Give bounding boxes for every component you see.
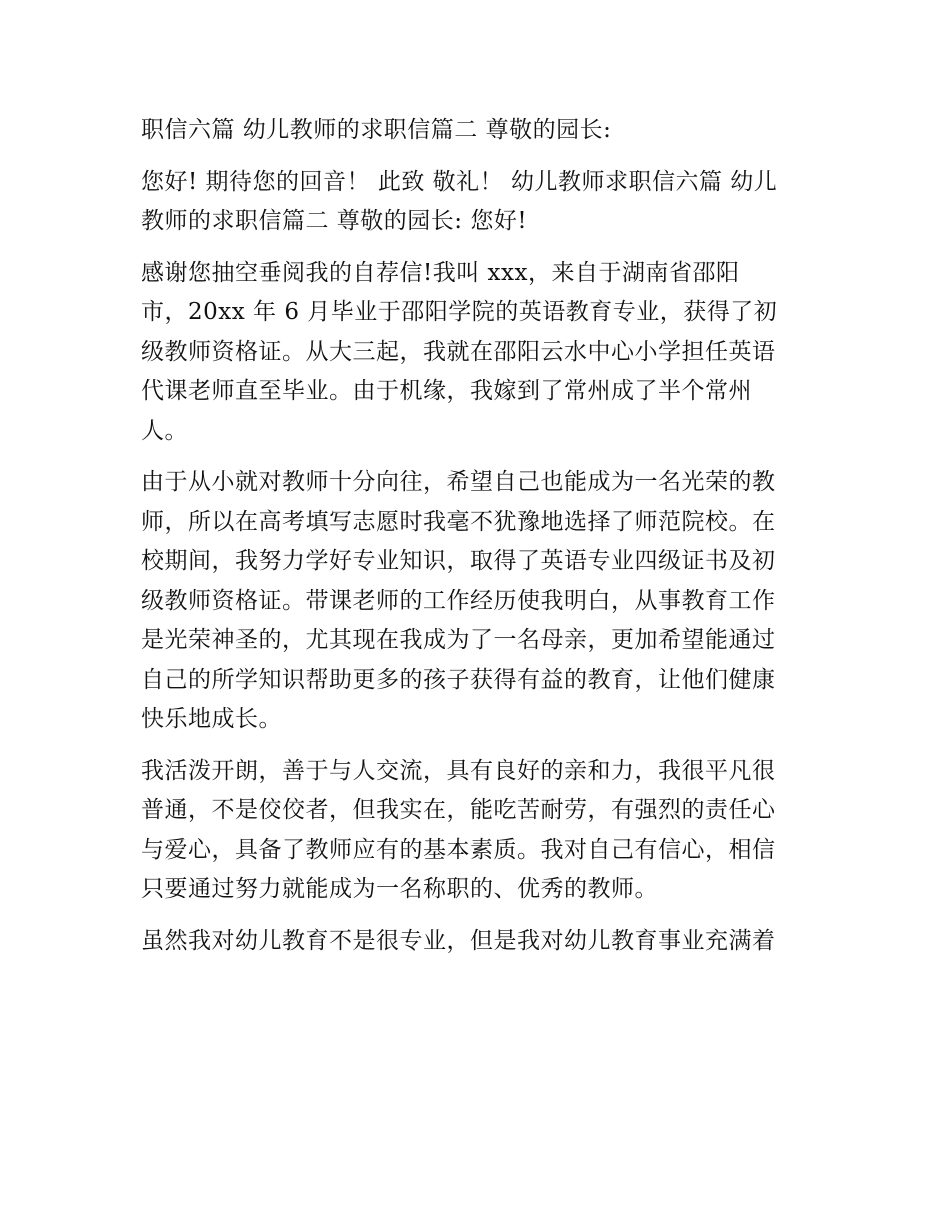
text-line: 与爱心，具备了教师应有的基本素质。我对自己有信心，相信 bbox=[141, 836, 776, 863]
text-line: 感谢您抽空垂阅我的自荐信!我叫 xxx，来自于湖南省邵阳 bbox=[141, 259, 740, 286]
paragraph bbox=[141, 254, 813, 452]
text-line: 是光荣神圣的，尤其现在我成为了一名母亲，更加希望能通过 bbox=[141, 627, 776, 653]
paragraph bbox=[141, 463, 813, 740]
text-line: 级教师资格证。带课老师的工作经历使我明白，从事教育工作 bbox=[141, 587, 776, 614]
text-line: 只要通过努力就能成为一名称职的、优秀的教师。 bbox=[141, 876, 658, 902]
document-body bbox=[141, 111, 813, 961]
paragraph bbox=[141, 752, 813, 910]
text-line: 市，20xx 年 6 月毕业于邵阳学院的英语教育专业，获得了初 bbox=[141, 299, 778, 325]
text-line: 校期间，我努力学好专业知识，取得了英语专业四级证书及初 bbox=[141, 548, 776, 574]
text-line: 虽然我对幼儿教育不是很专业，但是我对幼儿教育事业充满着 bbox=[141, 927, 776, 954]
paragraph bbox=[141, 163, 813, 242]
text-line: 师，所以在高考填写志愿时我毫不犹豫地选择了师范院校。在 bbox=[141, 508, 776, 535]
text-line: 教师的求职信篇二 尊敬的园长: 您好! bbox=[141, 208, 528, 234]
paragraph bbox=[141, 922, 813, 962]
text-line: 职信六篇 幼儿教师的求职信篇二 尊敬的园长: bbox=[141, 117, 612, 143]
text-line: 人。 bbox=[141, 417, 188, 444]
text-line: 您好! 期待您的回音！ 此致 敬礼！ 幼儿教师求职信六篇 幼儿 bbox=[141, 168, 778, 195]
text-line: 普通，不是佼佼者，但我实在，能吃苦耐劳，有强烈的责任心 bbox=[141, 797, 776, 823]
text-line: 代课老师直至毕业。由于机缘，我嫁到了常州成了半个常州 bbox=[141, 378, 752, 404]
text-line: 我活泼开朗，善于与人交流，具有良好的亲和力，我很平凡很 bbox=[141, 757, 776, 784]
text-line: 自己的所学知识帮助更多的孩子获得有益的教育，让他们健康 bbox=[141, 666, 776, 693]
text-line: 快乐地成长。 bbox=[141, 706, 282, 732]
text-line: 由于从小就对教师十分向往，希望自己也能成为一名光荣的教 bbox=[141, 469, 776, 495]
paragraph bbox=[141, 111, 813, 151]
text-line: 级教师资格证。从大三起，我就在邵阳云水中心小学担任英语 bbox=[141, 338, 776, 365]
